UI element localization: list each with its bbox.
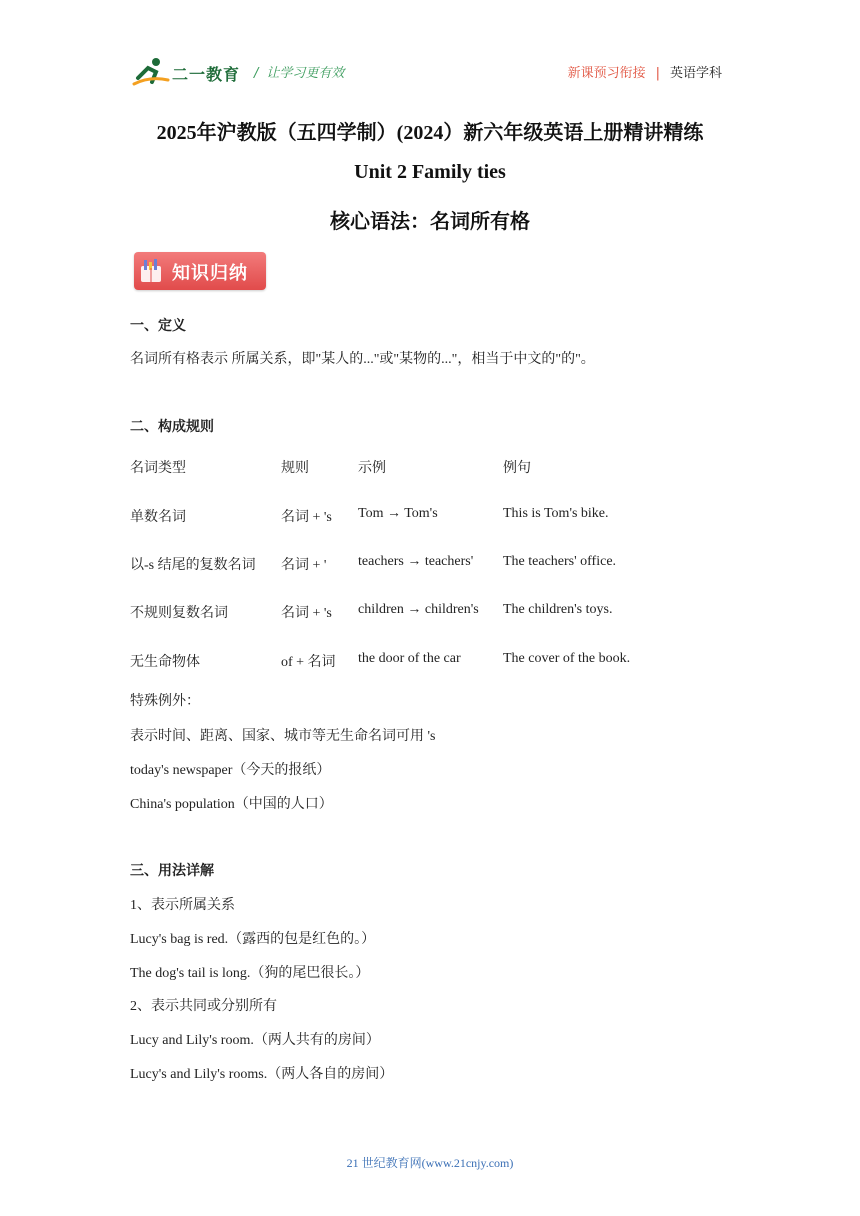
table-header-rule: 规则 (281, 461, 309, 476)
knowledge-summary-badge (134, 252, 266, 290)
table-header-example: 示例 (358, 461, 386, 476)
table-cell: This is Tom's bike. (503, 506, 609, 521)
usage-line: Lucy's bag is red.（露西的包是红色的。） (130, 932, 376, 947)
table-cell: 名词 + 's (281, 510, 332, 525)
exception-line: today's newspaper（今天的报纸） (130, 763, 331, 778)
header-divider: | (655, 66, 660, 81)
table-cell: 以-s 结尾的复数名词 (130, 558, 256, 573)
subject-label: 英语学科 (669, 66, 722, 81)
usage-line: The dog's tail is long.（狗的尾巴很长。） (130, 966, 370, 981)
table-cell: The children's toys. (503, 602, 613, 617)
logo (130, 56, 242, 88)
table-cell: of + 名词 (281, 655, 336, 670)
unit-title: Unit 2 Family ties (354, 161, 506, 183)
section1-heading: 一、定义 (130, 319, 186, 334)
usage-line: 1、表示所属关系 (130, 898, 235, 913)
slogan (254, 62, 344, 81)
page-header (130, 56, 730, 88)
book-icon (140, 258, 162, 284)
logo-text: 二一教育 (172, 65, 241, 84)
header-right (568, 62, 722, 81)
exceptions-title: 特殊例外： (130, 694, 200, 709)
course-label: 新课预习衔接 (567, 66, 646, 81)
table-cell: 名词 + ' (281, 558, 327, 573)
table-cell: teachers → teachers' (358, 554, 474, 569)
slash-divider: / (254, 66, 259, 81)
document-title: 2025年沪教版（五四学制）(2024）新六年级英语上册精讲精练 (156, 122, 704, 144)
table-cell: 不规则复数名词 (130, 606, 228, 621)
table-cell: 单数名词 (130, 510, 186, 525)
exception-line: China's population（中国的人口） (130, 797, 333, 812)
usage-line: 2、表示共同或分别所有 (130, 999, 277, 1014)
grammar-title: 核心语法：名词所有格 (330, 211, 530, 233)
table-cell: Tom → Tom's (358, 506, 438, 521)
runner-logo-icon (130, 56, 170, 88)
section2-heading: 二、构成规则 (130, 420, 214, 435)
usage-line: Lucy and Lily's room.（两人共有的房间） (130, 1033, 380, 1048)
table-header-sentence: 例句 (503, 461, 531, 476)
definition-text: 名词所有格表示 所属关系，即"某人的..."或"某物的..."，相当于中文的"的"。 (130, 352, 595, 367)
table-cell: 名词 + 's (281, 606, 332, 621)
badge-text: 知识归纳 (172, 263, 248, 284)
table-cell: The teachers' office. (503, 554, 617, 569)
table-cell: 无生命物体 (130, 655, 200, 670)
page-footer: 21 世纪教育网(www.21cnjy.com) (346, 1156, 514, 1170)
section3-heading: 三、用法详解 (130, 864, 214, 879)
table-cell: The cover of the book. (503, 651, 631, 666)
usage-line: Lucy's and Lily's rooms.（两人各自的房间） (130, 1067, 394, 1082)
table-header-type: 名词类型 (130, 461, 186, 476)
table-cell: children → children's (358, 602, 479, 617)
exception-line: 表示时间、距离、国家、城市等无生命名词可用 's (130, 729, 436, 744)
slogan-text: 让学习更有效 (266, 66, 345, 81)
table-cell: the door of the car (358, 651, 461, 666)
